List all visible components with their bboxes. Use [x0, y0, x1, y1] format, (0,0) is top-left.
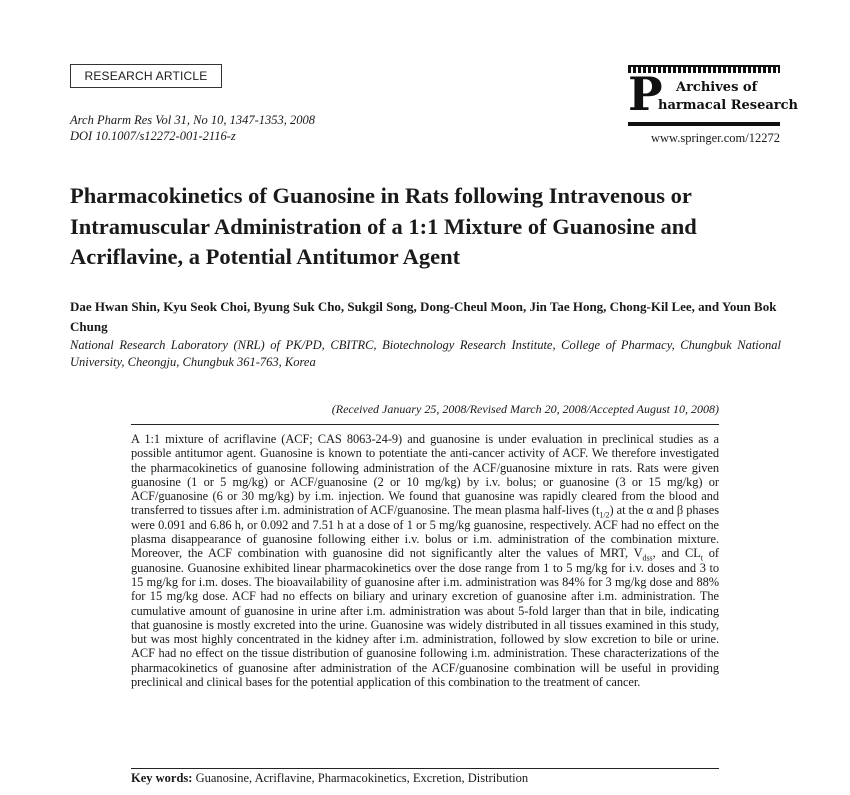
half-life-subscript: 1/2 [599, 510, 610, 520]
clearance-subscript: t [700, 553, 703, 563]
author-list: Dae Hwan Shin, Kyu Seok Choi, Byung Suk Cho, Sukgil Song, Dong-Cheul Moon, Jin Tae Hong, Chong-Kil Lee, and Youn Bok Chung [70, 299, 777, 334]
citation-volume: Arch Pharm Res Vol 31, No 10, 1347-1353, 2008 [70, 113, 316, 127]
abstract [131, 432, 719, 689]
abstract-text-part4: of guanosine. Guanosine exhibited linear pharmacokinetics over the dose range from 1 to 5 mg/kg for i.v. doses and 3 to 15 mg/kg for i.m. doses. The bioavailability of guanosine after i.m. administration was 84% for 3 mg/kg dose and 88% for 15 mg/kg dose. ACF had no effects on biliary and urinary excretion of guanosine after i.m. administration. The cumulative amount of guanosine in urine after i.m. administration was about 5-fold larger than that in bile, indicating that guanosine is mostly excreted into the urine. Guanosine was widely distributed in all tissues examined in this study, but was most highly concentrated in the kidney after i.m. administration, followed by slow excretion to bile or urine. ACF had no effect on the tissue distribution of guanosine following i.m. administration. These characterizations of the pharmacokinetics of guanosine after administration of the ACF/guanosine combination will be useful in providing preclinical and clinical bases for the potential application of this combination to the treatment of cancer. [131, 546, 719, 690]
article-type-badge: RESEARCH ARTICLE [70, 64, 222, 88]
abstract-bottom-divider [131, 768, 719, 769]
keywords [131, 771, 528, 786]
logo-line-archives: Archives of [676, 80, 758, 95]
logo-line-pharmacal: harmacal Research [658, 98, 799, 113]
keywords-value: Guanosine, Acriflavine, Pharmacokinetics, Excretion, Distribution [192, 771, 529, 785]
logo-bottom-bar [628, 122, 780, 126]
citation-doi: DOI 10.1007/s12272-001-2116-z [70, 129, 236, 143]
journal-url[interactable]: www.springer.com/12272 [650, 131, 780, 145]
abstract-text-part3: , and CL [652, 546, 701, 561]
journal-citation [70, 112, 315, 144]
keywords-label: Key words: [131, 771, 193, 785]
vdss-subscript: dss [642, 553, 653, 563]
journal-logo [628, 65, 799, 133]
logo-letter: P [628, 67, 663, 121]
author-affiliation: National Research Laboratory (NRL) of PK/PD, CBITRC, Biotechnology Research Institute, College of Pharmacy, Chungbuk National University, Cheongju, Chungbuk 361-763, Korea [70, 338, 781, 369]
article-title: Pharmacokinetics of Guanosine in Rats following Intravenous or Intramuscular Administration of a 1:1 Mixture of Guanosine and Acriflavine, a Potential Antitumor Agent [70, 183, 697, 269]
abstract-text-part1: A 1:1 mixture of acriflavine (ACF; CAS 8063-24-9) and guanosine is under evaluation in preclinical studies as a possible antitumor agent. Guanosine is known to potentiate the anti-cancer activity of ACF. We therefore investigated the pharmacokinetics of guanosine following administration of the ACF/guanosine mixture in rats. Rats were given guanosine (1 or 5 mg/kg) or ACF/guanosine (2 or 10 mg/kg) by i.v. bolus; or guanosine (3 or 15 mg/kg) or ACF/guanosine (6 or 30 mg/kg) by i.m. injection. We found that guanosine was rapidly cleared from the blood and transferred to tissues after i.m. administration of ACF/guanosine. The mean plasma half-lives (t [131, 432, 719, 518]
abstract-top-divider [131, 424, 719, 425]
abstract-text-part2: ) at the α and β phases were 0.091 and 6.86 h, or 0.092 and 7.51 h at a dose of 1 or 5 mg/kg guanosine, respectively. ACF had no effect on the plasma disappearance of guanosine following either i.v. bolus or i.m. administration of the combination mixture. Moreover, the ACF combination with guanosine did not significantly alter the values of MRT, V [131, 503, 719, 561]
received-dates: (Received January 25, 2008/Revised March 20, 2008/Accepted August 10, 2008) [331, 402, 719, 416]
